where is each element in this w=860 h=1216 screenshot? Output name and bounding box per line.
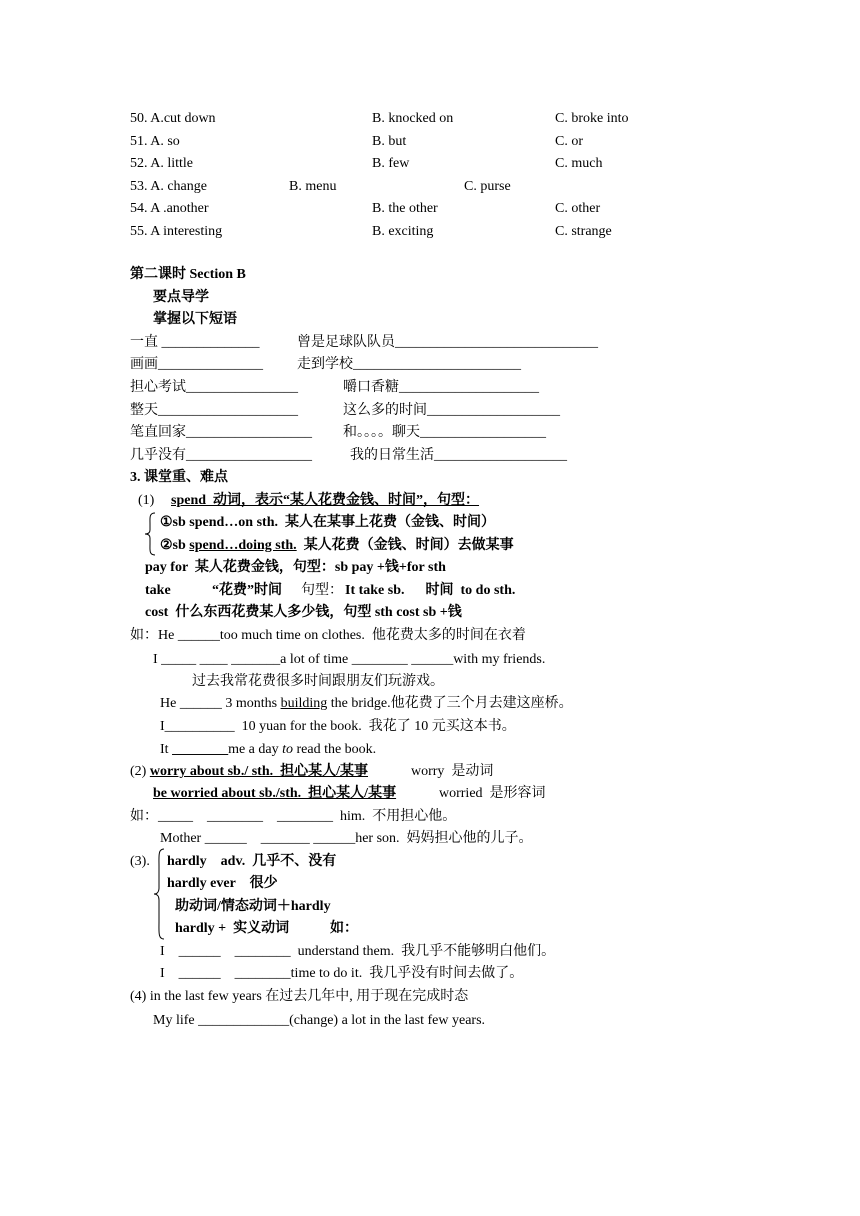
- example-italic: to: [282, 742, 293, 757]
- worry-phrase: worry about sb./ sth. 担心某人/某事: [149, 764, 369, 779]
- example-text: read the book.: [292, 742, 377, 757]
- spend-title: spend 动词，表示“某人花费金钱、时间”，句型：: [171, 493, 480, 508]
- option-c: C. broke into: [555, 111, 629, 126]
- brace-icon: [152, 848, 166, 940]
- option-a: 52. A. little: [130, 156, 193, 171]
- phrase-blank: 画画_______________: [130, 357, 263, 372]
- phrase-blank: 担心考试________________: [130, 380, 298, 395]
- option-c: C. much: [555, 156, 603, 171]
- last-years-line: (4) in the last few years 在过去几年中, 用于现在完成时态: [130, 989, 469, 1004]
- hardly-ever-line: hardly ever 很少: [167, 876, 278, 891]
- example-line: [160, 695, 573, 713]
- brace-icon: [143, 512, 157, 556]
- example-text: me a day: [228, 742, 283, 757]
- phrase-blank: 和。。。。聊天__________________: [343, 425, 546, 440]
- option-a: 55. A interesting: [130, 224, 223, 239]
- phrase-blank: 嚼口香糖____________________: [343, 380, 539, 395]
- option-b: B. menu: [289, 179, 337, 194]
- phrase-blank: 一直 ______________: [130, 335, 260, 350]
- example-line: [160, 741, 376, 759]
- spend-pattern-2-key: spend…doing sth.: [189, 538, 297, 553]
- worry-note: worry 是动词: [411, 764, 494, 779]
- phrase-blank: 走到学校________________________: [297, 357, 521, 372]
- phrase-blank: 这么多的时间___________________: [343, 403, 560, 418]
- key-points-heading: 3. 课堂重、难点: [130, 470, 228, 485]
- example-underlined: building: [280, 696, 328, 711]
- payfor-line: pay for 某人花费金钱，句型：sb pay +钱+for sth: [145, 560, 446, 575]
- take-word: take: [145, 583, 171, 598]
- example-line: I _____ ____ _______a lot of time ________ ______with my friends.: [153, 652, 546, 667]
- worried-note: worried 是形容词: [439, 786, 546, 801]
- phrase-blank: 笔直回家__________________: [130, 425, 312, 440]
- example-text: the bridge.他花费了三个月去建这座桥。: [327, 696, 573, 711]
- hardly-verb-line: hardly + 实义动词: [175, 921, 290, 936]
- option-b: B. few: [372, 156, 410, 171]
- phrase-blank: 几乎没有__________________: [130, 448, 312, 463]
- example-translation: 过去我常花费很多时间跟朋友们玩游戏。: [192, 674, 444, 689]
- option-a: 53. A. change: [130, 179, 207, 194]
- spend-pattern-2-prefix: ②sb: [160, 538, 190, 553]
- spend-pattern-1: ①sb spend…on sth. 某人在某事上花费（金钱、时间）: [160, 515, 495, 530]
- spend-pattern-2-rest: 某人花费（金钱、时间）去做某事: [296, 538, 514, 553]
- take-pattern-label: 句型：: [301, 583, 343, 598]
- example-line: I__________ 10 yuan for the book. 我花了 10 元买这本书。: [160, 719, 516, 734]
- spend-pattern-2: [160, 537, 514, 555]
- option-b: B. knocked on: [372, 111, 454, 126]
- worry-line-1: [130, 763, 368, 781]
- option-b: B. but: [372, 134, 407, 149]
- cost-line: cost 什么东西花费某人多少钱，句型 sth cost sb +钱: [145, 605, 462, 620]
- option-c: C. purse: [464, 179, 511, 194]
- example-line: I ______ ________time to do it. 我几乎没有时间去做了。: [160, 966, 524, 981]
- option-a: 54. A .another: [130, 201, 209, 216]
- example-text: He ______ 3 months: [160, 696, 281, 711]
- hardly-line: hardly adv. 几乎不、没有: [167, 854, 337, 869]
- example-line: My life _____________(change) a lot in the last few years.: [153, 1013, 486, 1028]
- option-b: B. the other: [372, 201, 438, 216]
- phrase-blank: 曾是足球队队员_____________________________: [297, 335, 598, 350]
- phrase-heading: 掌握以下短语: [153, 312, 237, 327]
- guide-heading: 要点导学: [153, 290, 209, 305]
- item-number: (1): [138, 493, 155, 508]
- example-line: Mother ______ _______ ______her son. 妈妈担心他的儿子。: [160, 831, 533, 846]
- hardly-aux-line: 助动词/情态动词＋hardly: [175, 899, 331, 914]
- example-line: 如：He ______too much time on clothes. 他花费太多的时间在衣着: [130, 628, 526, 643]
- option-b: B. exciting: [372, 224, 434, 239]
- option-c: C. strange: [555, 224, 612, 239]
- phrase-blank: 我的日常生活___________________: [350, 448, 567, 463]
- option-a: 50. A.cut down: [130, 111, 216, 126]
- take-pattern: It take sb. 时间 to do sth.: [345, 583, 516, 598]
- phrase-blank: 整天____________________: [130, 403, 298, 418]
- item-number: (2): [130, 764, 150, 779]
- item-number: (3).: [130, 854, 150, 869]
- option-c: C. other: [555, 201, 601, 216]
- hardly-example-label: 如：: [330, 921, 358, 936]
- example-text: It: [160, 742, 173, 757]
- take-meaning: “花费”时间: [212, 583, 282, 598]
- example-line: 如：_____ ________ ________ him. 不用担心他。: [130, 809, 457, 824]
- example-blank: ________: [172, 742, 229, 757]
- example-line: I ______ ________ understand them. 我几乎不能够明白他们。: [160, 944, 556, 959]
- option-a: 51. A. so: [130, 134, 180, 149]
- section-title: 第二课时 Section B: [130, 267, 246, 282]
- option-c: C. or: [555, 134, 583, 149]
- worried-phrase: be worried about sb./sth. 担心某人/某事: [153, 786, 397, 801]
